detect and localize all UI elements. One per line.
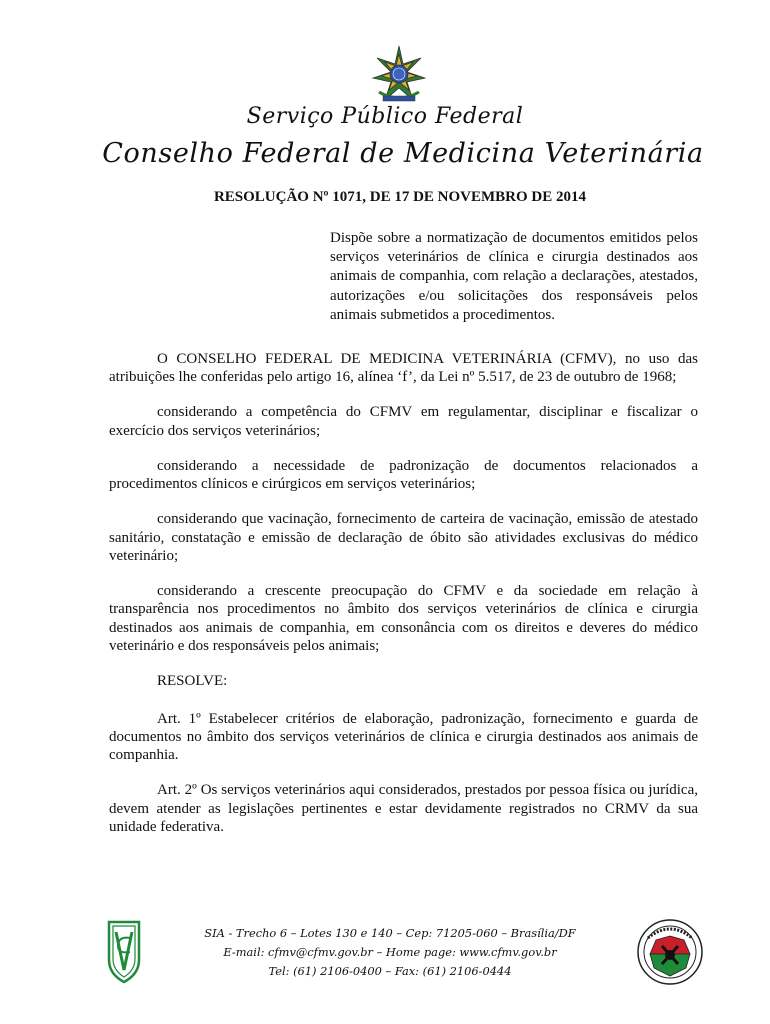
footer-contact xyxy=(160,924,620,981)
considering-paragraph: considerando a competência do CFMV em regulamentar, disciplinar e fiscalizar o exercício dos serviços veterinários; xyxy=(109,404,698,439)
header-service-line: Serviço Público Federal xyxy=(246,104,524,129)
resolution-title: RESOLUÇÃO Nº 1071, DE 17 DE NOVEMBRO DE 2014 xyxy=(213,189,587,205)
considering-paragraph: considerando que vacinação, fornecimento de carteira de vacinação, emissão de atestado sanitário, constatação e emissão de declaração de óbito são atividades exclusivas do médico veterinário; xyxy=(109,511,698,565)
considering-paragraph: considerando a necessidade de padronização de documentos relacionados a procedimentos clínicos e cirúrgicos em serviços veterinários; xyxy=(109,457,698,493)
cfmv-logo-icon xyxy=(106,920,142,984)
footer-email: E-mail: cfmv@cfmv.gov.br – Home page: www.cfmv.gov.br xyxy=(223,945,557,959)
seal-logo-icon xyxy=(636,918,704,986)
resolve-heading: RESOLVE: xyxy=(157,673,228,690)
coat-of-arms-icon xyxy=(369,44,429,106)
footer-address: SIA - Trecho 6 – Lotes 130 e 140 – Cep: 71205-060 – Brasília/DF xyxy=(204,926,576,940)
considering-paragraph: considerando a crescente preocupação do CFMV e da sociedade em relação à transparência nos procedimentos no âmbito dos serviços veterinários de clínica e cirurgia destinados aos animais de companhia, em consonância com os direitos e deveres do médico veterinário e dos responsáveis pelos animais; xyxy=(109,583,698,655)
resolution-summary: Dispõe sobre a normatização de documentos emitidos pelos serviços veterinários de clínica e cirurgia destinados aos animais de companhia, com relação a declarações, atestados, autorizações e/ou solicitações dos responsáveis pelos animais submetidos a procedimentos. xyxy=(330,230,698,323)
footer-phone: Tel: (61) 2106-0400 – Fax: (61) 2106-0444 xyxy=(268,964,512,978)
article-paragraph: Art. 2º Os serviços veterinários aqui considerados, prestados por pessoa física ou jurídica, devem atender as legislações pertinentes e estar devidamente registrados no CRMV da sua unidade federativa. xyxy=(109,782,698,836)
header-council-name: Conselho Federal de Medicina Veterinária xyxy=(102,138,704,169)
document-body xyxy=(109,350,698,853)
preamble-paragraph: O CONSELHO FEDERAL DE MEDICINA VETERINÁRIA (CFMV), no uso das atribuições lhe conferidas pelo artigo 16, alínea ‘f’, da Lei nº 5.517, de 23 de outubro de 1968; xyxy=(109,351,698,386)
article-paragraph: Art. 1º Estabelecer critérios de elaboração, padronização, fornecimento e guarda de documentos no âmbito dos serviços veterinários de clínica e cirurgia destinados aos animais de companhia. xyxy=(109,710,698,764)
